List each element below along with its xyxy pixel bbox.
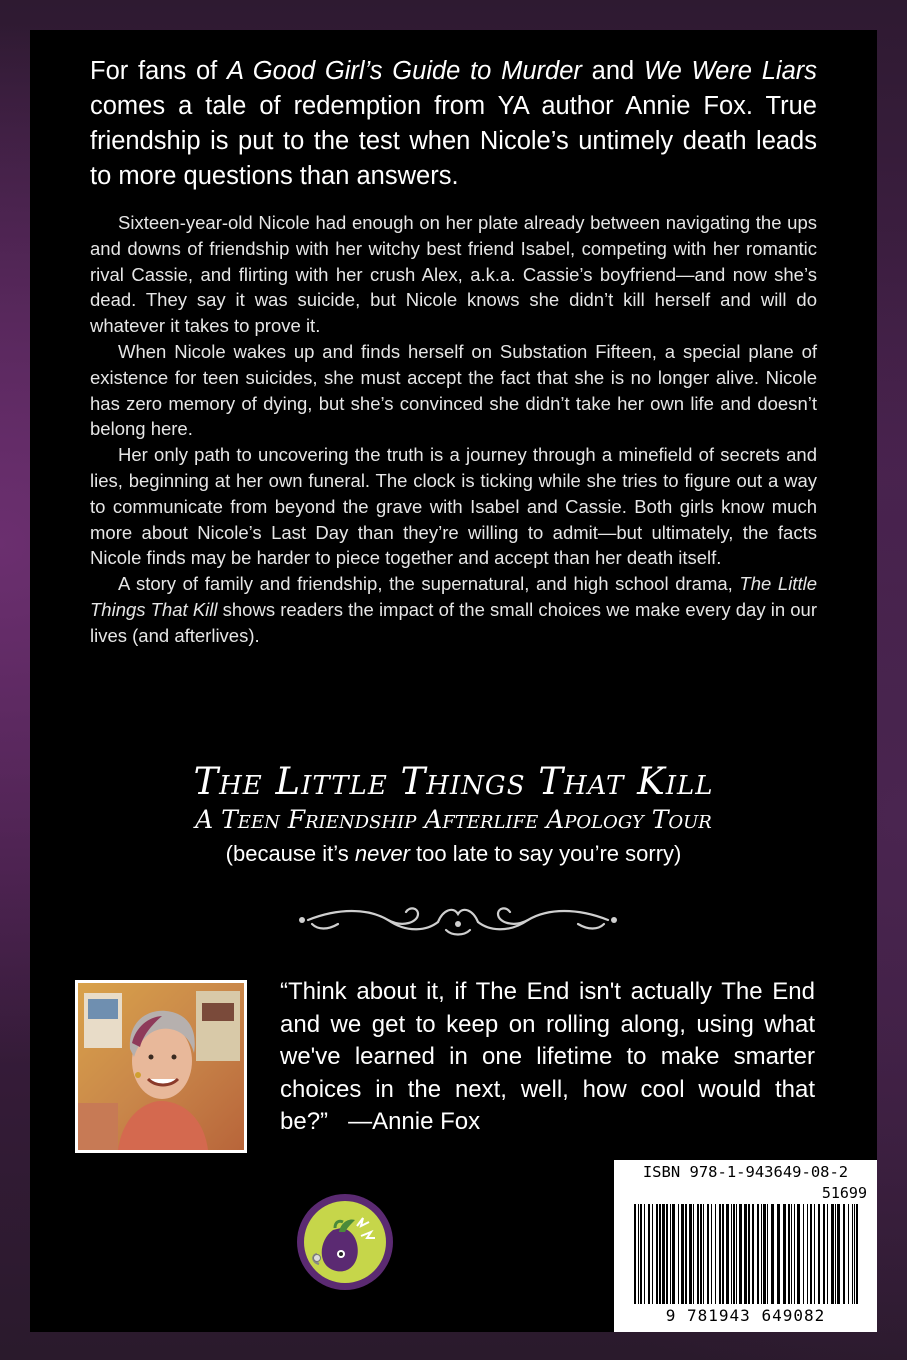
barcode-bar <box>648 1204 650 1304</box>
quote-attribution: —Annie Fox <box>348 1108 481 1135</box>
tagline <box>30 838 877 870</box>
barcode-bar <box>672 1204 675 1304</box>
barcode-bar <box>715 1204 716 1304</box>
synopsis-paragraph-4 <box>90 571 817 648</box>
ornamental-scroll-divider-icon <box>278 900 638 940</box>
barcode-bar <box>678 1204 679 1304</box>
lead-text: For fans of <box>90 57 227 85</box>
synopsis-paragraph-3: Her only path to uncovering the truth is a journey through a minefield of secrets and lies, beginning at her own funeral. The clock is ticking while she tries to figure out a way to communicate from beyond the grave with Isabel and Cassie. Both girls know much more about Nicole’s Last Day than they’re willing to admit—but ultimately, the facts Nicole finds may be harder to piece together and accept than her death itself. <box>90 444 817 569</box>
isbn-label: ISBN 978-1-943649-08-2 <box>642 1163 849 1181</box>
synopsis-paragraph-2: When Nicole wakes up and finds herself on Substation Fifteen, a special plane of existence for teen suicides, she must accept the fact that she is no longer alive. Nicole has zero memory of dying, but she’s convinced she didn’t take her own life and doesn’t belong here. <box>90 340 817 440</box>
barcode-bar <box>700 1204 702 1304</box>
barcode-bars <box>632 1204 864 1304</box>
barcode-bar <box>856 1204 858 1304</box>
tagline-text: too late to say you’re sorry) <box>409 841 682 866</box>
barcode-bar <box>662 1204 665 1304</box>
barcode-bar <box>797 1204 800 1304</box>
barcode-bar <box>731 1204 732 1304</box>
lead-book-title-1: A Good Girl’s Guide to Murder <box>226 57 582 85</box>
barcode-bar <box>803 1204 804 1304</box>
barcode-bar <box>719 1204 721 1304</box>
barcode-bar <box>726 1204 729 1304</box>
barcode-bar <box>670 1204 671 1304</box>
barcode-bar <box>823 1204 825 1304</box>
barcode-bar <box>736 1204 737 1304</box>
lead-book-title-2: We Were Liars <box>643 57 817 85</box>
text-panel <box>30 30 877 1332</box>
barcode-bar <box>827 1204 828 1304</box>
synopsis <box>90 210 817 649</box>
book-title: The Little Things That Kill <box>193 760 714 803</box>
barcode-bar <box>752 1204 754 1304</box>
barcode-bar <box>794 1204 795 1304</box>
barcode-bar <box>634 1204 636 1304</box>
barcode-bar <box>689 1204 692 1304</box>
author-portrait-image <box>78 983 244 1150</box>
barcode-bar <box>666 1204 668 1304</box>
book-subtitle: A Teen Friendship Afterlife Apology Tour <box>195 805 712 834</box>
barcode-bar <box>810 1204 812 1304</box>
synopsis-book-title: The Little Things That Kill <box>90 573 817 620</box>
barcode-bar <box>707 1204 709 1304</box>
barcode-bar <box>722 1204 724 1304</box>
barcode-bar <box>771 1204 774 1304</box>
barcode-bar <box>831 1204 834 1304</box>
barcode-bar <box>843 1204 845 1304</box>
lead-text: and <box>581 57 644 85</box>
barcode-bar <box>711 1204 712 1304</box>
barcode-bar <box>777 1204 780 1304</box>
isbn-barcode <box>614 1160 877 1332</box>
tagline-text: (because it’s <box>225 841 355 866</box>
tagline-emphasis: never <box>354 841 410 866</box>
barcode-bar <box>854 1204 855 1304</box>
barcode-bar <box>681 1204 684 1304</box>
barcode-bar <box>807 1204 808 1304</box>
barcode-bar <box>818 1204 820 1304</box>
barcode-bar <box>644 1204 645 1304</box>
barcode-bar <box>744 1204 747 1304</box>
barcode-bar <box>638 1204 639 1304</box>
lead-paragraph <box>90 54 817 194</box>
author-photo <box>75 980 247 1153</box>
barcode-bar <box>739 1204 742 1304</box>
lead-text: comes a tale of redemption from YA author Annie Fox. True friendship is put to the test when Nicole’s untimely death leads to more questions than answers. <box>90 92 817 190</box>
synopsis-text: shows readers the impact of the small choices we make every day in our lives (and afterlives). <box>90 598 817 646</box>
barcode-bar <box>652 1204 653 1304</box>
barcode-bar <box>761 1204 762 1304</box>
barcode-bar <box>733 1204 735 1304</box>
synopsis-text: A story of family and friendship, the supernatural, and high school drama, <box>118 573 740 595</box>
barcode-bar <box>757 1204 759 1304</box>
barcode-bar <box>697 1204 699 1304</box>
barcode-bar <box>693 1204 694 1304</box>
barcode-bar <box>791 1204 792 1304</box>
barcode-bar <box>685 1204 687 1304</box>
eggplant-publisher-logo-icon <box>295 1192 395 1292</box>
barcode-bar <box>703 1204 704 1304</box>
barcode-digits: 9 781943 649082 <box>665 1306 826 1325</box>
barcode-bar <box>640 1204 642 1304</box>
price-code: 51699 <box>821 1184 867 1202</box>
barcode-bar <box>848 1204 849 1304</box>
barcode-bar <box>837 1204 840 1304</box>
barcode-bar <box>783 1204 786 1304</box>
barcode-bar <box>656 1204 658 1304</box>
barcode-bar <box>748 1204 750 1304</box>
barcode-bar <box>763 1204 766 1304</box>
barcode-bar <box>835 1204 836 1304</box>
barcode-bar <box>852 1204 853 1304</box>
quote-text: “Think about it, if The End isn't actually The End and we get to keep on rolling along, using what we've learned in one lifetime to make smarter choices in the next, well, how cool would that be?” <box>280 978 815 1135</box>
barcode-bar <box>814 1204 815 1304</box>
barcode-bar <box>788 1204 790 1304</box>
barcode-bar <box>767 1204 768 1304</box>
title-block <box>30 760 877 870</box>
synopsis-paragraph-1: Sixteen-year-old Nicole had enough on her plate already between navigating the ups and downs of friendship with her witchy best friend Isabel, competing with her romantic rival Cassie, and flirting with her crush Alex, a.k.a. Cassie’s boyfriend—and now she’s dead. They say it was suicide, but Nicole knows she didn’t kill herself and will do whatever it takes to prove it. <box>90 212 817 337</box>
author-quote <box>280 976 815 1139</box>
barcode-bar <box>659 1204 661 1304</box>
